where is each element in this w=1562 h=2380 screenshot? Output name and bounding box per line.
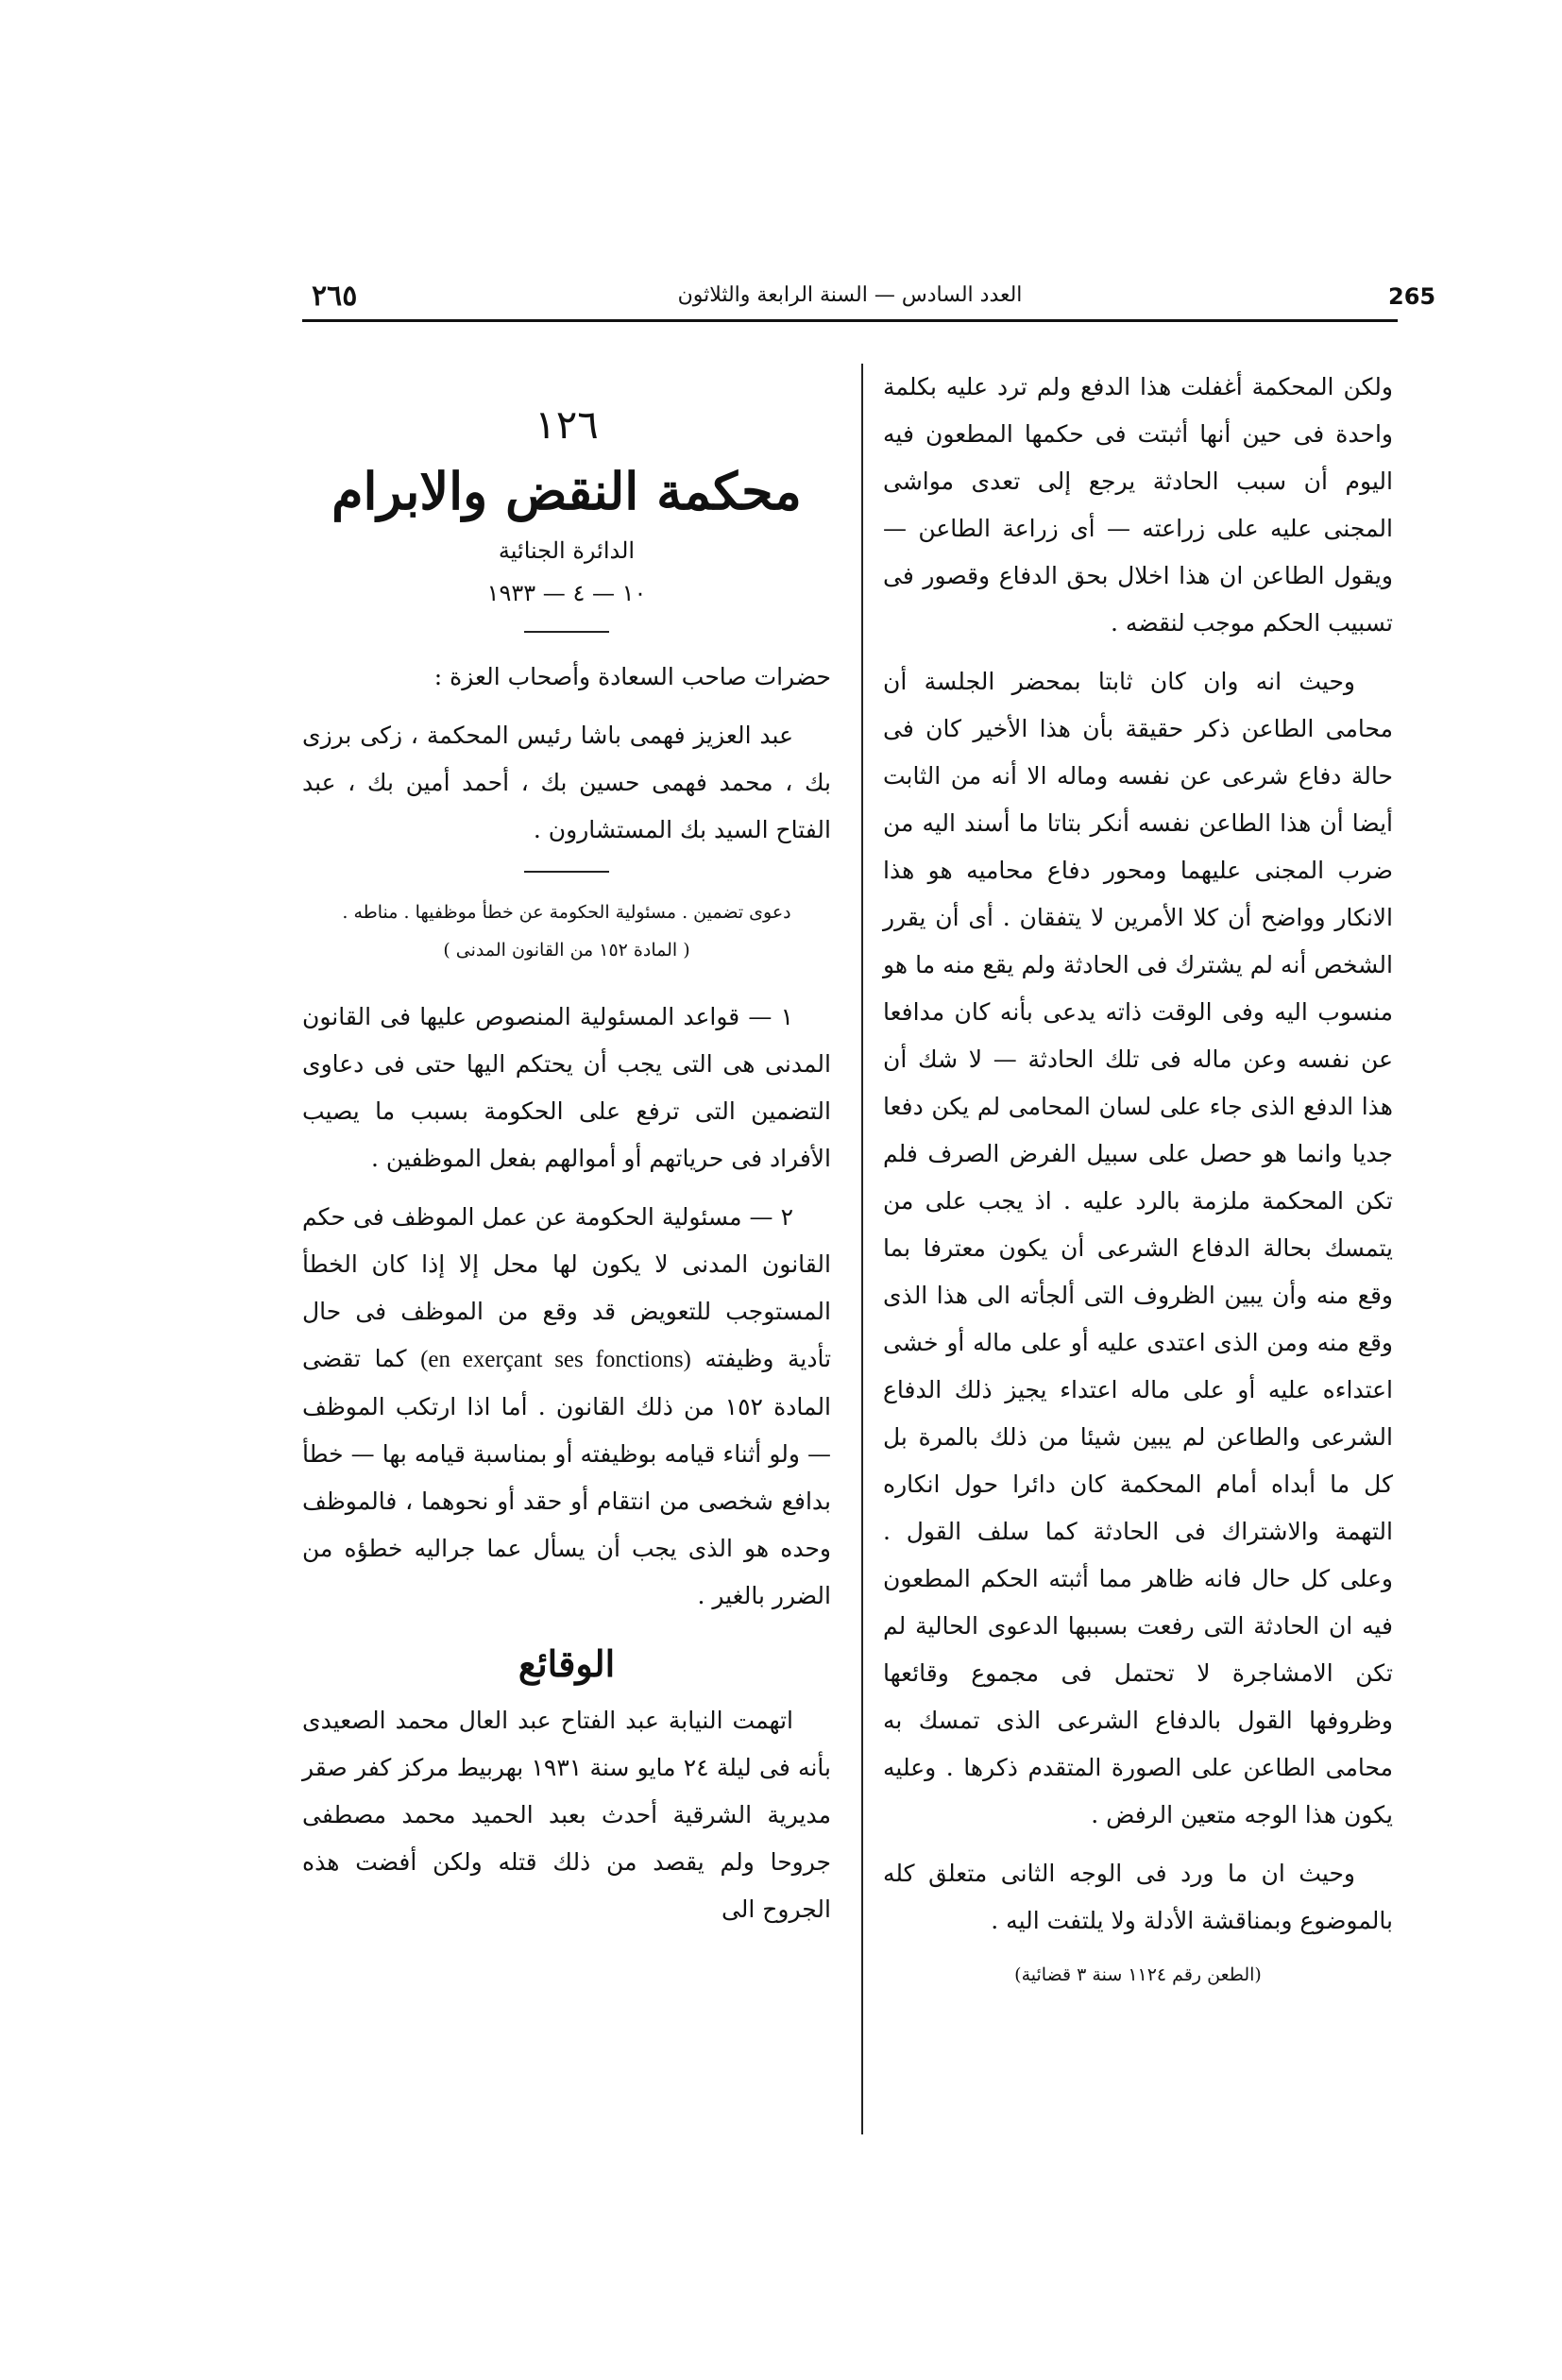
- keywords: دعوى تضمين . مسئولية الحكومة عن خطأ موظفيها . مناطه .: [342, 902, 791, 923]
- article-reference: ( المادة ١٥٢ من القانون المدنى ): [443, 940, 690, 960]
- paragraph: وحيث انه وان كان ثابتا بمحضر الجلسة أن محامى الطاعن ذكر حقيقة بأن هذا الأخير كان فى حالة دفاع شرعى عن نفسه وماله الا أنه من الثابت أيضا أن هذا الطاعن نفسه أنكر بتاتا ما أسند اليه من ضرب المجنى عليهما ومحور دفاع محاميه هو هذا الانكار وواضح أن كلا الأمرين لا يتفقان . أى أن يقرر الشخص أنه لم يشترك فى الحادثة ولم يقع منه ما هو منسوب اليه وفى الوقت ذاته يدعى بأنه كان مدافعا عن نفسه وعن ماله فى تلك الحادثة — لا شك أن هذا الدفع الذى جاء على لسان المحامى لم يكن دفعا جديا وانما هو حصل على سبيل الفرض الصرف فلم تكن المحكمة ملزمة بالرد عليه . اذ يجب على من يتمسك بحالة الدفاع الشرعى أن يكون معترفا بما وقع منه وأن يبين الظروف التى ألجأته الى هذا الذى وقع منه ومن الذى اعتدى عليه أو على ماله أو خشى اعتداءه عليه أو على ماله اعتداء يجيز ذلك الدفاع الشرعى والطاعن لم يبين شيئا من ذلك بالمرة بل كل ما أبداه أمام المحكمة كان دائرا حول انكاره التهمة والاشتراك فى الحادثة كما سلف القول . وعلى كل حال فانه ظاهر مما أثبته الحكم المطعون فيه ان الحادثة التى رفعت بسببها الدعوى الحالية لم تكن الامشاجرة لا تحتمل فى مجموع وقائعها وظروفها القول بالدفاع الشرعى الذى تمسك به محامى الطاعن على الصورة المتقدم ذكرها . وعليه يكون هذا الوجه متعين الرفض .: [883, 668, 1393, 1828]
- court-name: محكمة النقض والابرام: [331, 461, 802, 521]
- appeal-reference: (الطعن رقم ١١٢٤ سنة ٣ قضائية): [1014, 1964, 1262, 1985]
- page-number-arabic: ٢٦٥: [312, 280, 358, 313]
- running-title: العدد السادس — السنة الرابعة والثلاثون: [677, 283, 1023, 307]
- session-date: ١٠ — ٤ — ١٩٣٣: [486, 580, 647, 606]
- left-column: [302, 397, 831, 1945]
- paragraph: ولكن المحكمة أغفلت هذا الدفع ولم ترد عليه بكلمة واحدة فى حين أنها أثبتت فى حكمها المطعون فيه اليوم أن سبب الحادثة يرجع إلى تعدى مواشى المجنى عليه على زراعته — أى زراعة الطاعن — ويقول الطاعن ان هذا اخلال بحق الدفاع وقصور فى تسبيب الحكم موجب لنقضه .: [883, 373, 1393, 637]
- principle-2-part1: ٢ — مسئولية الحكومة عن عمل الموظف فى حكم القانون المدنى لا يكون لها محل إلا إذا كان الخطأ المستوجب للتعويض قد وقع من الموظف فى حال تأدية وظيفته: [302, 1203, 832, 1372]
- paragraph: وحيث ان ما ورد فى الوجه الثانى متعلق كله بالموضوع وبمناقشة الأدلة ولا يلتفت اليه .: [883, 1860, 1393, 1934]
- principle-2: [302, 1194, 831, 1620]
- principle-1: ١ — قواعد المسئولية المنصوص عليها فى القانون المدنى هى التى يجب أن يحتكم اليها حتى فى دعاوى التضمين التى ترفع على الحكومة بسبب ما يصيب الأفراد فى حرياتهم أو أموالهم بفعل الموظفين .: [302, 1003, 831, 1172]
- header-rule: [302, 319, 1398, 322]
- section-rule: [524, 631, 609, 633]
- judges-list: عبد العزيز فهمى باشا رئيس المحكمة ، زكى برزى بك ، محمد فهمى حسين بك ، أحمد أمين بك ، عبد الفتاح السيد بك المستشارون .: [302, 722, 831, 843]
- principle-2-part2: كما تقضى المادة ١٥٢ من ذلك القانون . أما اذا ارتكب الموظف — ولو أثناء قيامه بوظيفته أو بمناسبة قيامه بها — خطأ بدافع شخصى من انتقام أو حقد أو نحوهما ، فالموظف وحده هو الذى يجب أن يسأل عما جراليه خطؤه من الضرر بالغير .: [302, 1345, 832, 1609]
- facts-heading: الوقائع: [518, 1642, 616, 1685]
- case-number: ١٢٦: [535, 401, 599, 448]
- right-column: [883, 364, 1393, 2005]
- column-divider: [861, 364, 863, 2134]
- presence-line: حضرات صاحب السعادة وأصحاب العزة :: [433, 663, 831, 690]
- french-term: (en exerçant ses fonctions): [420, 1347, 691, 1372]
- circuit-name: الدائرة الجنائية: [498, 537, 636, 564]
- facts-paragraph: اتهمت النيابة عبد الفتاح عبد العال محمد الصعيدى بأنه فى ليلة ٢٤ مايو سنة ١٩٣١ بهربيط مركز كفر صقر مديرية الشرقية أحدث بعبد الحميد محمد مصطفى جروحا ولم يقصد من ذلك قتله ولكن أفضت هذه الجروح الى: [302, 1707, 831, 1923]
- section-rule: [524, 871, 609, 873]
- page-number-latin: 265: [1388, 283, 1436, 310]
- page-header: [312, 280, 1436, 331]
